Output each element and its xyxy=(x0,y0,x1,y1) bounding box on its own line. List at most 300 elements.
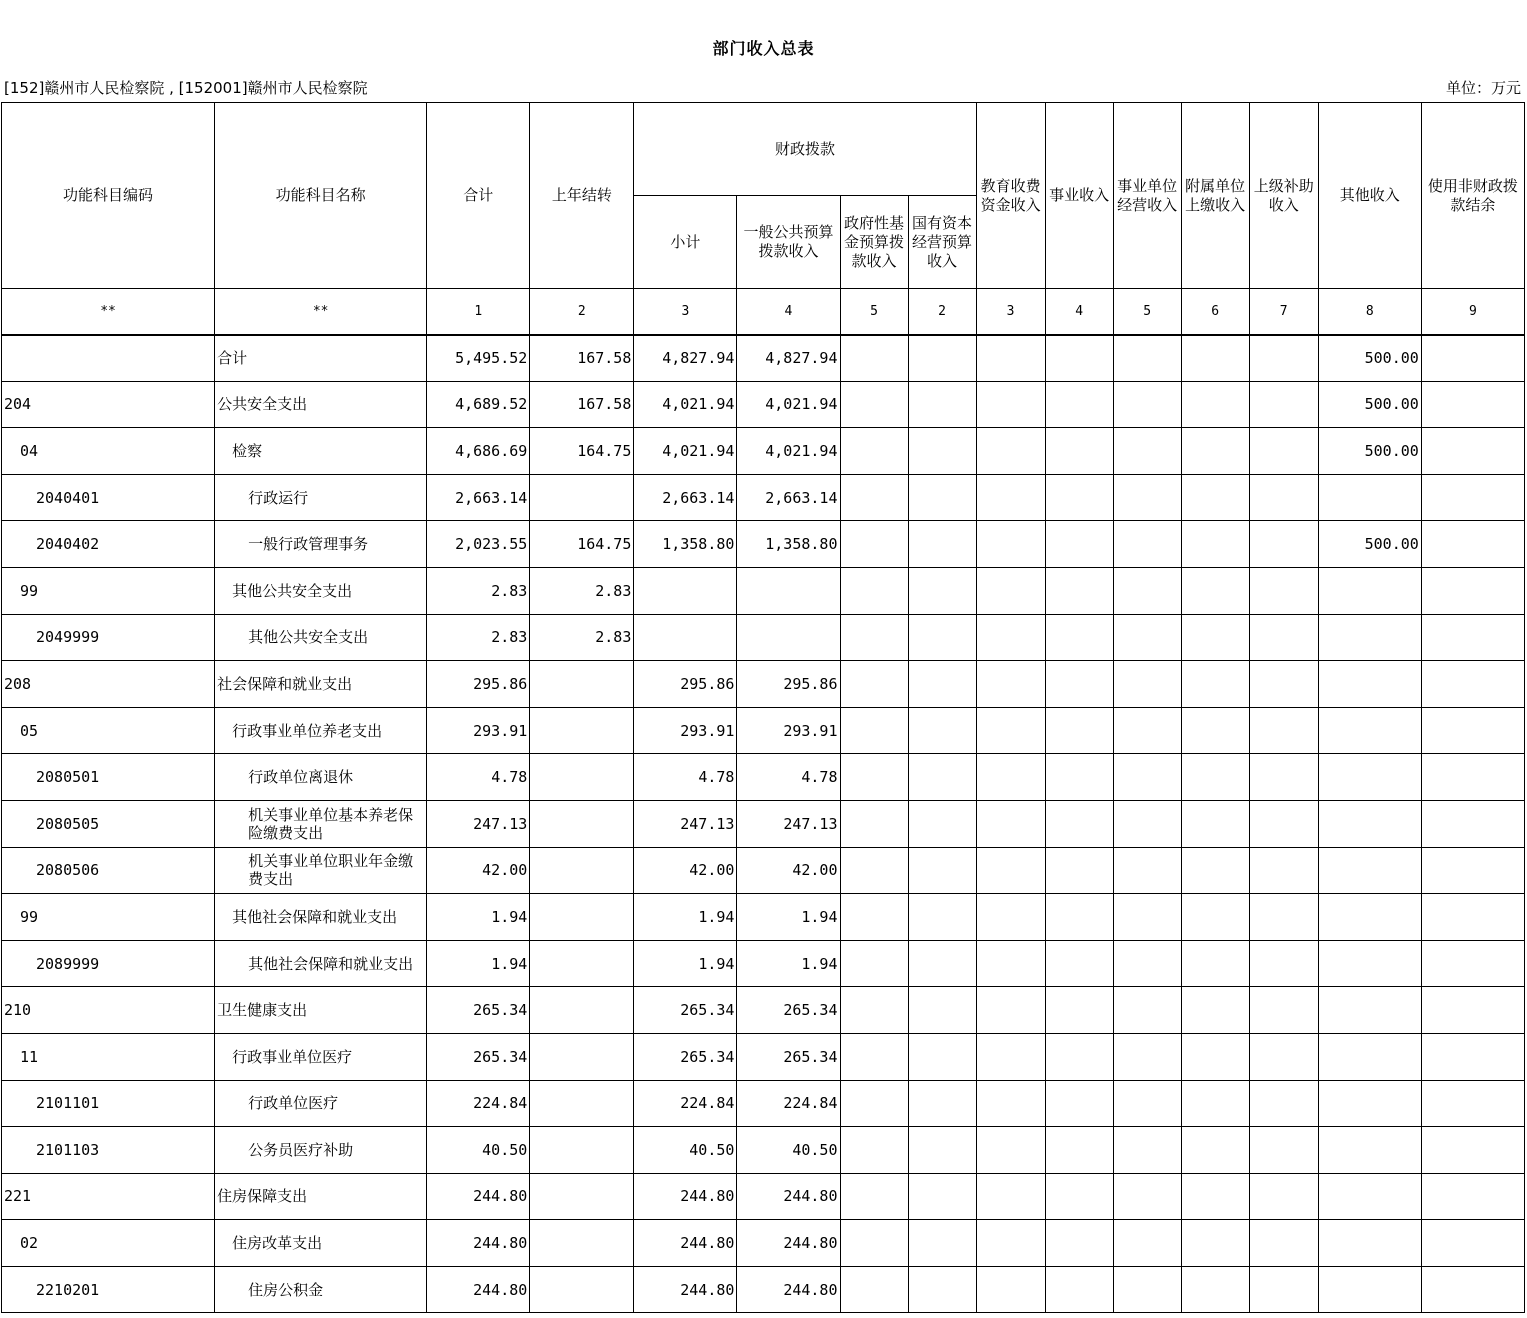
affiliated-cell xyxy=(1181,1080,1249,1127)
superior-cell xyxy=(1249,661,1318,708)
stateown-cell xyxy=(908,940,976,987)
govfund-cell xyxy=(840,1220,908,1267)
other-income-cell xyxy=(1318,707,1421,754)
govfund-cell xyxy=(840,800,908,847)
nonfiscal-cell xyxy=(1421,940,1524,987)
superior-cell xyxy=(1249,1266,1318,1313)
carryover-cell xyxy=(530,474,634,521)
business-cell xyxy=(1045,1173,1113,1220)
name-cell: 公务员医疗补助 xyxy=(215,1127,427,1174)
table-row xyxy=(2,335,1525,382)
other-income-cell xyxy=(1318,474,1421,521)
general-cell xyxy=(737,614,840,661)
govfund-cell xyxy=(840,987,908,1034)
subtotal-cell: 244.80 xyxy=(634,1220,737,1267)
code-cell: 2040402 xyxy=(2,521,215,568)
table-row xyxy=(2,894,1525,941)
edu-cell xyxy=(976,567,1045,614)
general-cell: 295.86 xyxy=(737,661,840,708)
edu-cell xyxy=(976,800,1045,847)
header-subtotal: 小计 xyxy=(634,196,737,289)
table-row xyxy=(2,1266,1525,1313)
business-cell xyxy=(1045,521,1113,568)
business-cell xyxy=(1045,800,1113,847)
general-cell: 1,358.80 xyxy=(737,521,840,568)
other-income-cell: 500.00 xyxy=(1318,381,1421,428)
code-cell: 2080501 xyxy=(2,754,215,801)
govfund-cell xyxy=(840,614,908,661)
other-income-cell: 500.00 xyxy=(1318,521,1421,568)
name-cell: 检察 xyxy=(215,428,427,475)
name-cell: 卫生健康支出 xyxy=(215,987,427,1034)
carryover-cell xyxy=(530,894,634,941)
nonfiscal-cell xyxy=(1421,1173,1524,1220)
index-cell: 3 xyxy=(976,289,1045,335)
name-cell: 社会保障和就业支出 xyxy=(215,661,427,708)
header-fiscal: 财政拨款 xyxy=(634,103,976,196)
name-cell: 其他社会保障和就业支出 xyxy=(215,894,427,941)
superior-cell xyxy=(1249,707,1318,754)
superior-cell xyxy=(1249,474,1318,521)
name-cell: 行政单位离退休 xyxy=(215,754,427,801)
other-income-cell xyxy=(1318,940,1421,987)
edu-cell xyxy=(976,1266,1045,1313)
operating-cell xyxy=(1113,940,1181,987)
subtotal-cell: 42.00 xyxy=(634,847,737,894)
table-row xyxy=(2,754,1525,801)
total-cell: 2,023.55 xyxy=(427,521,530,568)
code-cell: 210 xyxy=(2,987,215,1034)
operating-cell xyxy=(1113,847,1181,894)
index-cell: ** xyxy=(215,289,427,335)
subtotal-cell: 224.84 xyxy=(634,1080,737,1127)
operating-cell xyxy=(1113,1266,1181,1313)
govfund-cell xyxy=(840,661,908,708)
other-income-cell xyxy=(1318,614,1421,661)
affiliated-cell xyxy=(1181,661,1249,708)
edu-cell xyxy=(976,847,1045,894)
affiliated-cell xyxy=(1181,707,1249,754)
total-cell: 2,663.14 xyxy=(427,474,530,521)
edu-cell xyxy=(976,1173,1045,1220)
other-income-cell xyxy=(1318,1127,1421,1174)
nonfiscal-cell xyxy=(1421,1127,1524,1174)
affiliated-cell xyxy=(1181,940,1249,987)
superior-cell xyxy=(1249,614,1318,661)
edu-cell xyxy=(976,428,1045,475)
general-cell: 244.80 xyxy=(737,1173,840,1220)
table-row xyxy=(2,428,1525,475)
header-code: 功能科目编码 xyxy=(2,103,215,289)
operating-cell xyxy=(1113,800,1181,847)
nonfiscal-cell xyxy=(1421,661,1524,708)
nonfiscal-cell xyxy=(1421,800,1524,847)
total-cell: 265.34 xyxy=(427,1033,530,1080)
stateown-cell xyxy=(908,381,976,428)
operating-cell xyxy=(1113,1080,1181,1127)
edu-cell xyxy=(976,521,1045,568)
nonfiscal-cell xyxy=(1421,1033,1524,1080)
subtotal-cell xyxy=(634,614,737,661)
code-cell: 11 xyxy=(2,1033,215,1080)
business-cell xyxy=(1045,567,1113,614)
carryover-cell xyxy=(530,1033,634,1080)
income-table xyxy=(1,102,1525,1313)
carryover-cell xyxy=(530,1127,634,1174)
code-cell: 221 xyxy=(2,1173,215,1220)
edu-cell xyxy=(976,707,1045,754)
nonfiscal-cell xyxy=(1421,521,1524,568)
edu-cell xyxy=(976,614,1045,661)
index-cell: 2 xyxy=(908,289,976,335)
general-cell: 4,827.94 xyxy=(737,335,840,382)
other-income-cell xyxy=(1318,1266,1421,1313)
stateown-cell xyxy=(908,474,976,521)
subtotal-cell: 4.78 xyxy=(634,754,737,801)
operating-cell xyxy=(1113,474,1181,521)
operating-cell xyxy=(1113,1033,1181,1080)
business-cell xyxy=(1045,428,1113,475)
operating-cell xyxy=(1113,381,1181,428)
total-cell: 2.83 xyxy=(427,614,530,661)
general-cell: 265.34 xyxy=(737,987,840,1034)
code-cell: 05 xyxy=(2,707,215,754)
operating-cell xyxy=(1113,1220,1181,1267)
business-cell xyxy=(1045,847,1113,894)
superior-cell xyxy=(1249,1173,1318,1220)
superior-cell xyxy=(1249,1080,1318,1127)
index-cell: 7 xyxy=(1249,289,1318,335)
code-cell: 2101101 xyxy=(2,1080,215,1127)
code-cell: 04 xyxy=(2,428,215,475)
table-row xyxy=(2,614,1525,661)
page-title: 部门收入总表 xyxy=(712,39,815,58)
general-cell: 4,021.94 xyxy=(737,381,840,428)
govfund-cell xyxy=(840,754,908,801)
subtotal-cell: 4,827.94 xyxy=(634,335,737,382)
total-cell: 4,686.69 xyxy=(427,428,530,475)
superior-cell xyxy=(1249,847,1318,894)
total-cell: 244.80 xyxy=(427,1173,530,1220)
other-income-cell xyxy=(1318,1173,1421,1220)
index-cell: ** xyxy=(2,289,215,335)
general-cell xyxy=(737,567,840,614)
carryover-cell xyxy=(530,847,634,894)
operating-cell xyxy=(1113,754,1181,801)
carryover-cell xyxy=(530,987,634,1034)
general-cell: 42.00 xyxy=(737,847,840,894)
superior-cell xyxy=(1249,754,1318,801)
stateown-cell xyxy=(908,614,976,661)
edu-cell xyxy=(976,940,1045,987)
operating-cell xyxy=(1113,1127,1181,1174)
index-cell: 4 xyxy=(737,289,840,335)
stateown-cell xyxy=(908,1080,976,1127)
stateown-cell xyxy=(908,428,976,475)
total-cell: 295.86 xyxy=(427,661,530,708)
stateown-cell xyxy=(908,1220,976,1267)
business-cell xyxy=(1045,894,1113,941)
other-income-cell xyxy=(1318,800,1421,847)
total-cell: 42.00 xyxy=(427,847,530,894)
index-cell: 5 xyxy=(840,289,908,335)
index-cell: 5 xyxy=(1113,289,1181,335)
affiliated-cell xyxy=(1181,847,1249,894)
business-cell xyxy=(1045,381,1113,428)
index-cell: 4 xyxy=(1045,289,1113,335)
stateown-cell xyxy=(908,987,976,1034)
subtotal-cell: 265.34 xyxy=(634,987,737,1034)
general-cell: 244.80 xyxy=(737,1220,840,1267)
total-cell: 247.13 xyxy=(427,800,530,847)
header-carryover: 上年结转 xyxy=(530,103,634,289)
business-cell xyxy=(1045,335,1113,382)
superior-cell xyxy=(1249,381,1318,428)
subtotal-cell: 247.13 xyxy=(634,800,737,847)
name-cell: 行政单位医疗 xyxy=(215,1080,427,1127)
subtotal-cell: 293.91 xyxy=(634,707,737,754)
stateown-cell xyxy=(908,800,976,847)
name-cell: 合计 xyxy=(215,335,427,382)
header-stateown: 国有资本经营预算收入 xyxy=(908,196,976,289)
stateown-cell xyxy=(908,521,976,568)
business-cell xyxy=(1045,1033,1113,1080)
name-cell: 行政运行 xyxy=(215,474,427,521)
edu-cell xyxy=(976,1127,1045,1174)
superior-cell xyxy=(1249,940,1318,987)
business-cell xyxy=(1045,474,1113,521)
code-cell: 2089999 xyxy=(2,940,215,987)
header-superior: 上级补助收入 xyxy=(1249,103,1318,289)
edu-cell xyxy=(976,474,1045,521)
other-income-cell xyxy=(1318,567,1421,614)
general-cell: 2,663.14 xyxy=(737,474,840,521)
edu-cell xyxy=(976,754,1045,801)
general-cell: 4,021.94 xyxy=(737,428,840,475)
nonfiscal-cell xyxy=(1421,894,1524,941)
nonfiscal-cell xyxy=(1421,754,1524,801)
govfund-cell xyxy=(840,1266,908,1313)
total-cell: 5,495.52 xyxy=(427,335,530,382)
nonfiscal-cell xyxy=(1421,987,1524,1034)
table-row xyxy=(2,567,1525,614)
other-income-cell: 500.00 xyxy=(1318,335,1421,382)
code-cell: 2101103 xyxy=(2,1127,215,1174)
govfund-cell xyxy=(840,474,908,521)
business-cell xyxy=(1045,1127,1113,1174)
govfund-cell xyxy=(840,847,908,894)
operating-cell xyxy=(1113,567,1181,614)
superior-cell xyxy=(1249,800,1318,847)
carryover-cell xyxy=(530,661,634,708)
govfund-cell xyxy=(840,1080,908,1127)
affiliated-cell xyxy=(1181,567,1249,614)
govfund-cell xyxy=(840,1173,908,1220)
index-cell: 2 xyxy=(530,289,634,335)
superior-cell xyxy=(1249,894,1318,941)
general-cell: 293.91 xyxy=(737,707,840,754)
table-row xyxy=(2,1080,1525,1127)
subtotal-cell: 2,663.14 xyxy=(634,474,737,521)
stateown-cell xyxy=(908,567,976,614)
nonfiscal-cell xyxy=(1421,1080,1524,1127)
index-cell: 3 xyxy=(634,289,737,335)
affiliated-cell xyxy=(1181,1033,1249,1080)
nonfiscal-cell xyxy=(1421,474,1524,521)
operating-cell xyxy=(1113,707,1181,754)
other-income-cell xyxy=(1318,847,1421,894)
govfund-cell xyxy=(840,894,908,941)
nonfiscal-cell xyxy=(1421,381,1524,428)
subtotal-cell: 265.34 xyxy=(634,1033,737,1080)
header-operating: 事业单位经营收入 xyxy=(1113,103,1181,289)
carryover-cell xyxy=(530,1173,634,1220)
index-cell: 1 xyxy=(427,289,530,335)
affiliated-cell xyxy=(1181,1220,1249,1267)
carryover-cell: 164.75 xyxy=(530,521,634,568)
operating-cell xyxy=(1113,428,1181,475)
subtotal-cell: 244.80 xyxy=(634,1173,737,1220)
stateown-cell xyxy=(908,661,976,708)
carryover-cell: 2.83 xyxy=(530,567,634,614)
table-row xyxy=(2,800,1525,847)
other-income-cell xyxy=(1318,894,1421,941)
header-name: 功能科目名称 xyxy=(215,103,427,289)
govfund-cell xyxy=(840,707,908,754)
carryover-cell: 164.75 xyxy=(530,428,634,475)
table-row xyxy=(2,1127,1525,1174)
table-row xyxy=(2,847,1525,894)
operating-cell xyxy=(1113,987,1181,1034)
table-row xyxy=(2,1173,1525,1220)
operating-cell xyxy=(1113,521,1181,568)
header-business: 事业收入 xyxy=(1045,103,1113,289)
table-row xyxy=(2,1033,1525,1080)
header-affiliated: 附属单位上缴收入 xyxy=(1181,103,1249,289)
carryover-cell xyxy=(530,754,634,801)
other-income-cell xyxy=(1318,1220,1421,1267)
header-total: 合计 xyxy=(427,103,530,289)
other-income-cell xyxy=(1318,661,1421,708)
general-cell: 224.84 xyxy=(737,1080,840,1127)
general-cell: 244.80 xyxy=(737,1266,840,1313)
business-cell xyxy=(1045,661,1113,708)
edu-cell xyxy=(976,381,1045,428)
general-cell: 1.94 xyxy=(737,940,840,987)
subtotal-cell: 4,021.94 xyxy=(634,381,737,428)
other-income-cell xyxy=(1318,1080,1421,1127)
edu-cell xyxy=(976,987,1045,1034)
total-cell: 40.50 xyxy=(427,1127,530,1174)
affiliated-cell xyxy=(1181,474,1249,521)
total-cell: 244.80 xyxy=(427,1220,530,1267)
edu-cell xyxy=(976,335,1045,382)
department-line: [152]赣州市人民检察院 , [152001]赣州市人民检察院 xyxy=(4,79,368,97)
table-row xyxy=(2,987,1525,1034)
header-govfund: 政府性基金预算拨款收入 xyxy=(840,196,908,289)
name-cell: 机关事业单位基本养老保险缴费支出 xyxy=(215,800,427,847)
general-cell: 247.13 xyxy=(737,800,840,847)
total-cell: 244.80 xyxy=(427,1266,530,1313)
nonfiscal-cell xyxy=(1421,1220,1524,1267)
other-income-cell xyxy=(1318,1033,1421,1080)
nonfiscal-cell xyxy=(1421,707,1524,754)
business-cell xyxy=(1045,1220,1113,1267)
table-row xyxy=(2,707,1525,754)
stateown-cell xyxy=(908,707,976,754)
affiliated-cell xyxy=(1181,1173,1249,1220)
total-cell: 265.34 xyxy=(427,987,530,1034)
code-cell: 208 xyxy=(2,661,215,708)
total-cell: 2.83 xyxy=(427,567,530,614)
carryover-cell: 2.83 xyxy=(530,614,634,661)
header-edu: 教育收费资金收入 xyxy=(976,103,1045,289)
operating-cell xyxy=(1113,661,1181,708)
code-cell: 2210201 xyxy=(2,1266,215,1313)
other-income-cell: 500.00 xyxy=(1318,428,1421,475)
header-other: 其他收入 xyxy=(1318,103,1421,289)
code-cell: 99 xyxy=(2,567,215,614)
nonfiscal-cell xyxy=(1421,428,1524,475)
affiliated-cell xyxy=(1181,335,1249,382)
code-cell: 204 xyxy=(2,381,215,428)
general-cell: 265.34 xyxy=(737,1033,840,1080)
affiliated-cell xyxy=(1181,1266,1249,1313)
total-cell: 1.94 xyxy=(427,940,530,987)
stateown-cell xyxy=(908,1173,976,1220)
general-cell: 4.78 xyxy=(737,754,840,801)
superior-cell xyxy=(1249,521,1318,568)
table-body xyxy=(2,335,1525,1313)
total-cell: 4,689.52 xyxy=(427,381,530,428)
name-cell: 行政事业单位医疗 xyxy=(215,1033,427,1080)
subtotal-cell: 244.80 xyxy=(634,1266,737,1313)
superior-cell xyxy=(1249,1033,1318,1080)
affiliated-cell xyxy=(1181,987,1249,1034)
name-cell: 住房改革支出 xyxy=(215,1220,427,1267)
general-cell: 1.94 xyxy=(737,894,840,941)
business-cell xyxy=(1045,754,1113,801)
name-cell: 机关事业单位职业年金缴费支出 xyxy=(215,847,427,894)
business-cell xyxy=(1045,940,1113,987)
general-cell: 40.50 xyxy=(737,1127,840,1174)
stateown-cell xyxy=(908,1127,976,1174)
superior-cell xyxy=(1249,428,1318,475)
govfund-cell xyxy=(840,567,908,614)
business-cell xyxy=(1045,707,1113,754)
superior-cell xyxy=(1249,987,1318,1034)
index-cell: 8 xyxy=(1318,289,1421,335)
affiliated-cell xyxy=(1181,614,1249,661)
header-general: 一般公共预算拨款收入 xyxy=(737,196,840,289)
carryover-cell xyxy=(530,800,634,847)
stateown-cell xyxy=(908,754,976,801)
subtotal-cell xyxy=(634,567,737,614)
operating-cell xyxy=(1113,1173,1181,1220)
govfund-cell xyxy=(840,428,908,475)
code-cell: 2080506 xyxy=(2,847,215,894)
affiliated-cell xyxy=(1181,754,1249,801)
affiliated-cell xyxy=(1181,521,1249,568)
subtotal-cell: 1.94 xyxy=(634,940,737,987)
business-cell xyxy=(1045,614,1113,661)
stateown-cell xyxy=(908,1266,976,1313)
govfund-cell xyxy=(840,1033,908,1080)
code-cell: 02 xyxy=(2,1220,215,1267)
superior-cell xyxy=(1249,1127,1318,1174)
nonfiscal-cell xyxy=(1421,335,1524,382)
code-cell xyxy=(2,335,215,382)
